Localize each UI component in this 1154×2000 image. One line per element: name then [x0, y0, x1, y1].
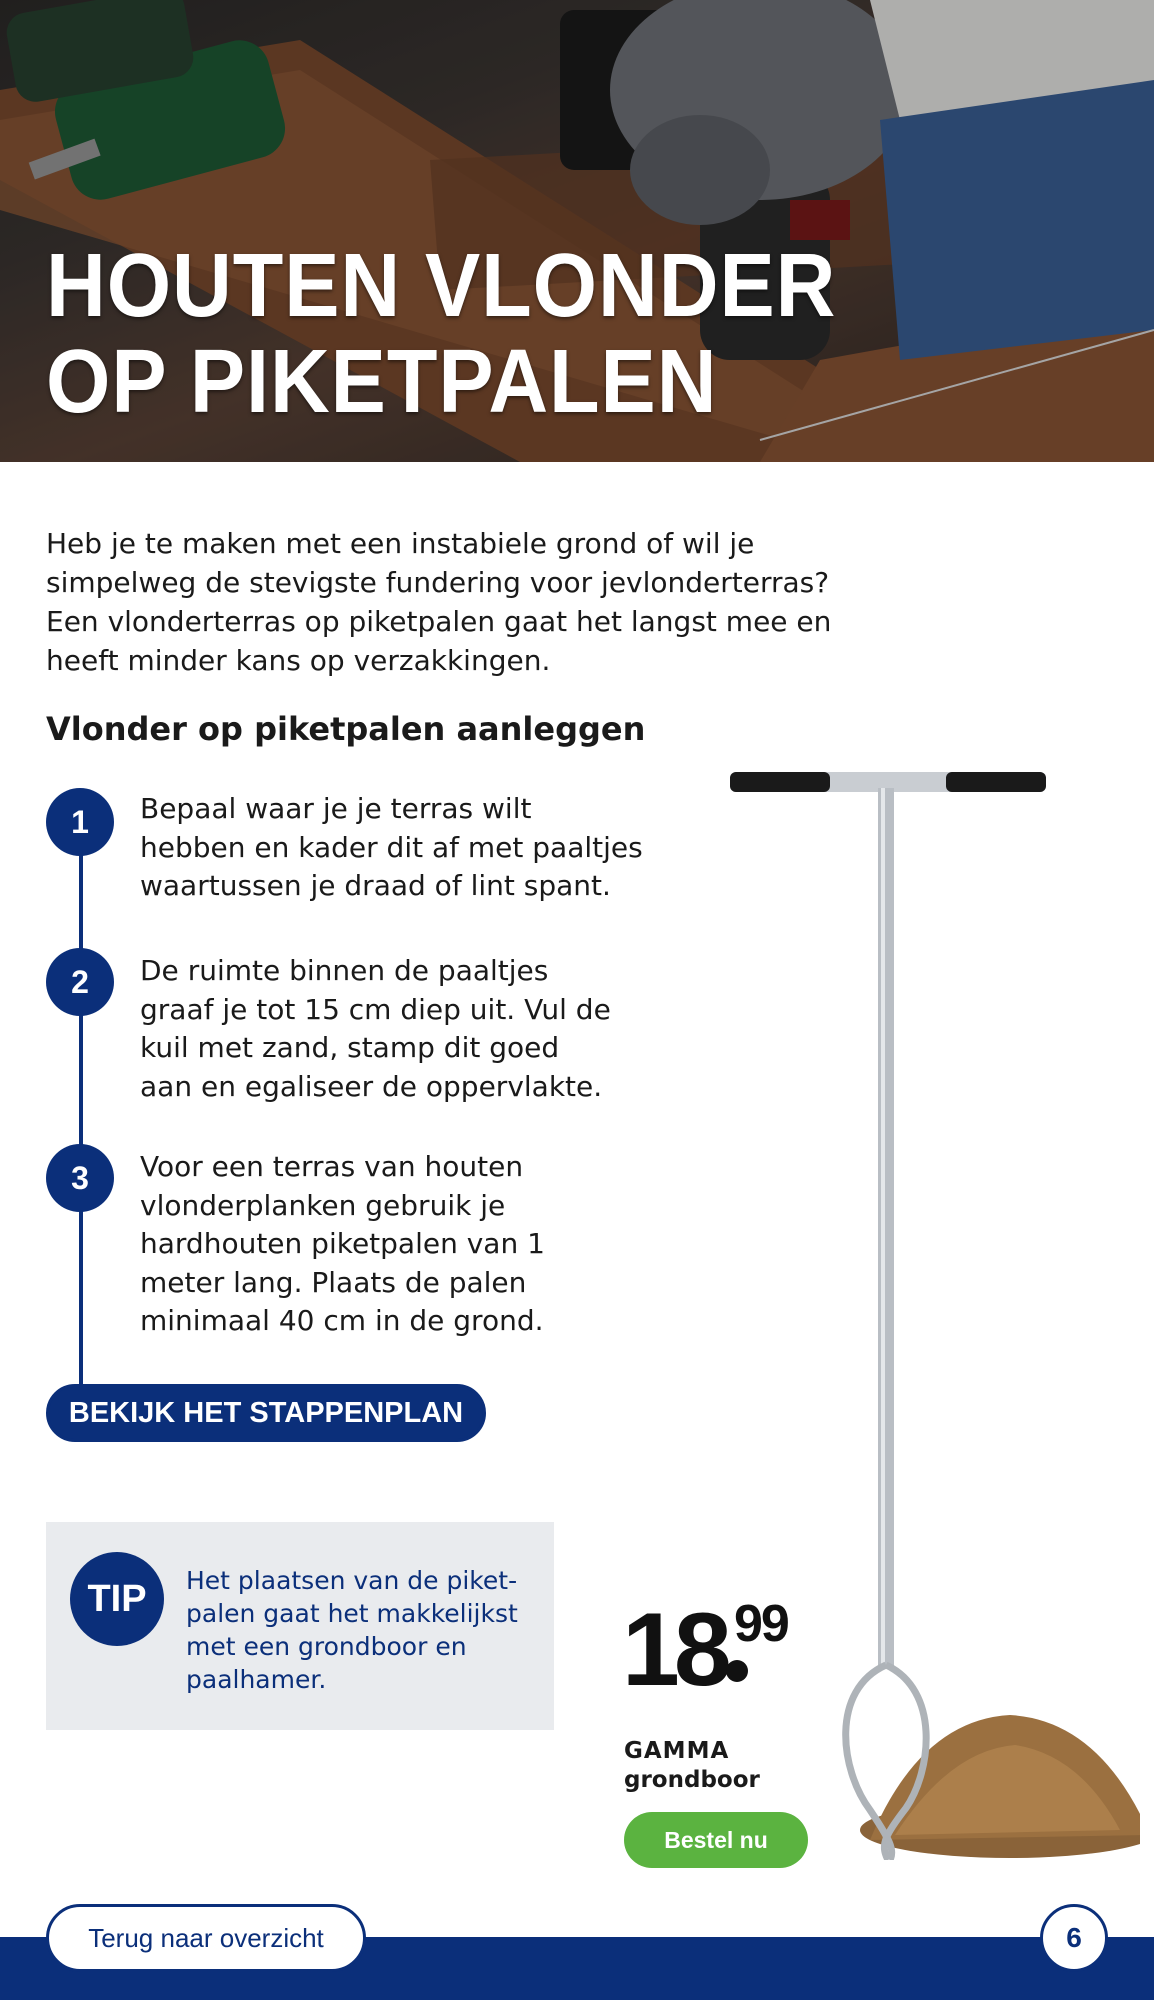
back-to-overview-button[interactable]: Terug naar overzicht — [46, 1904, 366, 1972]
step-line: Voor een terras van houten — [140, 1150, 524, 1183]
step-line: kuil met zand, stamp dit goed — [140, 1031, 560, 1064]
step-line: Bepaal waar je je terras wilt — [140, 792, 532, 825]
intro-line: Een vlonderterras op piketpalen gaat het langst mee en — [46, 605, 832, 638]
price-cents: 99 — [734, 1595, 788, 1653]
price-euros: 18 — [622, 1592, 726, 1708]
step-line: aan en egaliseer de oppervlakte. — [140, 1069, 603, 1103]
tip-line: Het plaatsen van de piket- — [186, 1566, 518, 1595]
step-2-text — [140, 952, 660, 1106]
page-title-line-1: HOUTEN VLONDER — [46, 236, 837, 336]
step-1-text — [140, 790, 660, 906]
section-heading: Vlonder op piketpalen aanleggen — [46, 710, 646, 748]
earth-auger-image[interactable] — [720, 760, 1140, 1860]
step-line: hebben en kader dit af met paaltjes — [140, 830, 643, 864]
price-tag — [622, 1592, 788, 1708]
order-now-button[interactable]: Bestel nu — [624, 1812, 808, 1868]
intro-paragraph — [46, 524, 866, 680]
product-name: grondboor — [624, 1767, 760, 1793]
step-line: De ruimte binnen de paaltjes — [140, 954, 549, 987]
step-line: waartussen je draad of lint spant. — [140, 869, 611, 902]
step-line: meter lang. Plaats de palen — [140, 1265, 527, 1299]
tip-line: paalhamer. — [186, 1665, 327, 1694]
tip-line: met een grondboor en — [186, 1632, 467, 1661]
intro-line: heeft minder kans op verzakkingen. — [46, 644, 551, 677]
hero-banner — [0, 0, 1154, 462]
intro-line: simpelweg de stevigste fundering voor jevlonderterras? — [46, 566, 830, 599]
step-number-badge: 3 — [46, 1144, 114, 1212]
steps-timeline-line — [79, 812, 83, 1404]
tip-badge: TIP — [70, 1552, 164, 1646]
view-step-plan-button[interactable]: BEKIJK HET STAPPENPLAN — [46, 1384, 486, 1442]
tip-line: palen gaat het makkelijkst — [186, 1599, 518, 1628]
step-3-text — [140, 1148, 660, 1341]
tip-box — [46, 1522, 554, 1730]
product-brand: GAMMA — [624, 1738, 730, 1764]
intro-line: Heb je te maken met een instabiele grond of wil je — [46, 527, 755, 560]
step-line: hardhouten piketpalen van 1 — [140, 1227, 545, 1260]
step-line: minimaal 40 cm in de grond. — [140, 1304, 544, 1337]
tip-text — [186, 1564, 536, 1696]
step-number-badge: 2 — [46, 948, 114, 1016]
step-line: graaf je tot 15 cm diep uit. Vul de — [140, 992, 611, 1026]
page-title — [46, 238, 836, 430]
step-number-badge: 1 — [46, 788, 114, 856]
step-line: vlonderplanken gebruik je — [140, 1188, 506, 1222]
page-title-line-2: OP PIKETPALEN — [46, 332, 718, 432]
page-number: 6 — [1040, 1904, 1108, 1972]
price-decimal-dot — [726, 1660, 748, 1682]
